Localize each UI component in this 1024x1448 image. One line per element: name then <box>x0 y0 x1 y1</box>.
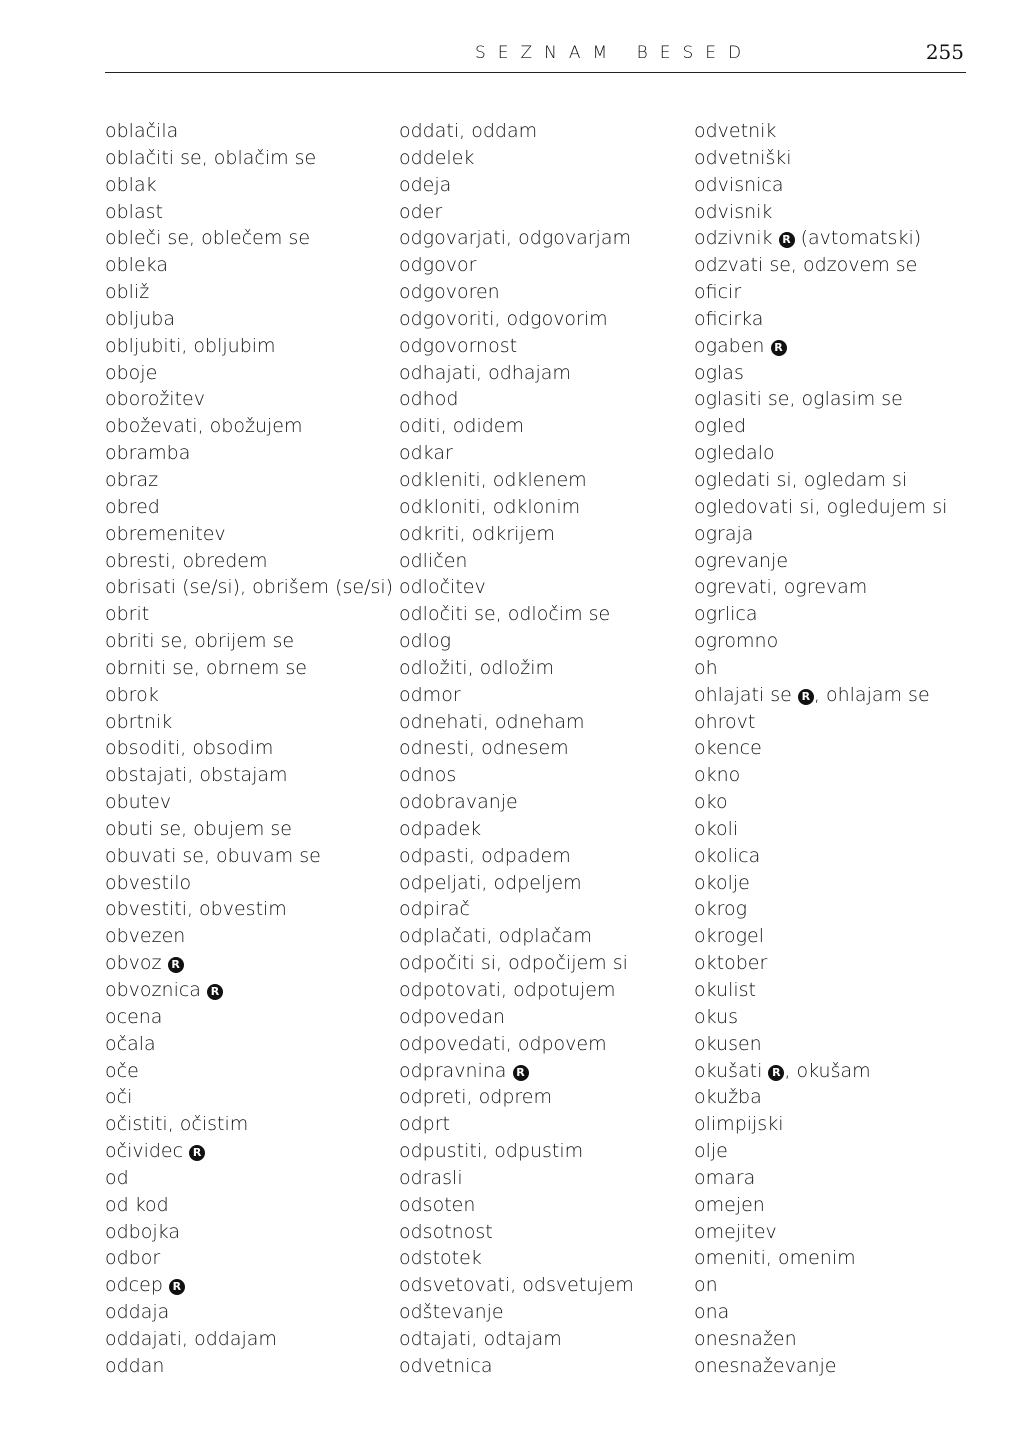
word-entry: ogled <box>694 415 747 438</box>
register-mark-icon: R <box>207 984 223 1000</box>
word-column-1 <box>105 118 393 1380</box>
word-entry: oficir <box>694 281 742 304</box>
word-entry: ocena <box>105 1005 163 1028</box>
word-entry: odvetnica <box>399 1354 493 1377</box>
word-entry: odpovedan <box>399 1005 506 1028</box>
register-mark-icon: R <box>513 1065 529 1081</box>
word-entry: okrog <box>694 898 748 921</box>
word-entry: oborožitev <box>105 388 205 411</box>
word-entry: omeniti, omenim <box>694 1247 856 1270</box>
word-entry: oglas <box>694 361 744 384</box>
word-entry: oh <box>694 656 718 679</box>
word-entry: okušati R , okušam <box>694 1059 871 1082</box>
word-entry: ogledati si, ogledam si <box>694 468 908 491</box>
word-column-2 <box>399 118 634 1380</box>
word-entry: obleka <box>105 254 168 277</box>
word-entry: od kod <box>105 1193 169 1216</box>
word-entry: obramba <box>105 442 191 465</box>
running-title: SEZNAM BESED <box>475 43 754 63</box>
word-entry: okužba <box>694 1086 762 1109</box>
page-number: 255 <box>925 40 964 64</box>
word-entry: obriti se, obrijem se <box>105 630 295 653</box>
word-entry: oktober <box>694 952 768 975</box>
word-entry: omejitev <box>694 1220 777 1243</box>
word-entry: obremenitev <box>105 522 226 545</box>
word-entry: obvezen <box>105 925 186 948</box>
word-entry: odprt <box>399 1113 451 1136</box>
word-entry: okence <box>694 737 762 760</box>
word-entry: ogledovati si, ogledujem si <box>694 495 948 518</box>
word-entry: ogrevanje <box>694 549 789 572</box>
word-entry: odkar <box>399 442 453 465</box>
word-entry: obutev <box>105 791 172 814</box>
word-entry: odplačati, odplačam <box>399 925 592 948</box>
word-entry: odlog <box>399 630 451 653</box>
word-entry: ona <box>694 1301 730 1324</box>
word-entry: odpustiti, odpustim <box>399 1140 584 1163</box>
word-entry: oddajati, oddajam <box>105 1327 277 1350</box>
word-entry: obleči se, oblečem se <box>105 227 311 250</box>
word-entry: odločiti se, odločim se <box>399 603 611 626</box>
word-entry: odvisnik <box>694 200 773 223</box>
word-entry: odpeljati, odpeljem <box>399 871 582 894</box>
word-entry: ogaben R <box>694 333 947 360</box>
word-entry: obrniti se, obrnem se <box>105 656 307 679</box>
word-entry: odštevanje <box>399 1301 504 1324</box>
word-entry: odeja <box>399 173 452 196</box>
word-entry: ohrovt <box>694 710 756 733</box>
word-entry: odhod <box>399 388 459 411</box>
word-entry: od <box>105 1166 129 1189</box>
word-entry: oblak <box>105 173 157 196</box>
register-mark-icon: R <box>779 232 795 248</box>
word-entry: obvestiti, obvestim <box>105 898 287 921</box>
word-entry: očala <box>105 1032 156 1055</box>
word-entry: obrit <box>105 603 150 626</box>
word-entry: on <box>694 1274 718 1297</box>
word-entry: odpotovati, odpotujem <box>399 979 616 1001</box>
word-entry: obvoznica R <box>105 977 393 1004</box>
word-entry: odgovornost <box>399 334 518 357</box>
word-entry: odložiti, odložim <box>399 656 554 679</box>
word-entry: ogledalo <box>694 442 775 465</box>
word-entry: okrogel <box>694 925 765 948</box>
word-entry: odgovoren <box>399 281 500 304</box>
word-entry: odnehati, odneham <box>399 710 585 733</box>
word-entry: oblast <box>105 200 163 223</box>
word-entry: odstotek <box>399 1247 482 1270</box>
word-entry: obrisati (se/si), obrišem (se/si) <box>105 576 394 599</box>
word-entry: olje <box>694 1140 728 1163</box>
word-entry: obred <box>105 495 160 518</box>
word-entry: odpovedati, odpovem <box>399 1032 607 1055</box>
word-entry: oblačila <box>105 120 179 142</box>
word-entry: obuvati se, obuvam se <box>105 844 321 867</box>
word-entry: onesnažen <box>694 1327 797 1350</box>
word-entry: odpravnina R <box>399 1058 634 1085</box>
word-entry: okusen <box>694 1032 762 1055</box>
word-entry: odpočiti si, odpočijem si <box>399 952 628 975</box>
word-entry: okno <box>694 764 741 787</box>
word-entry: odvetnik <box>694 120 777 142</box>
word-entry: odkloniti, odklonim <box>399 495 581 518</box>
word-entry: obraz <box>105 468 159 491</box>
word-entry: olimpijski <box>694 1113 784 1136</box>
word-entry: obvestilo <box>105 871 192 894</box>
word-entry: ogrevati, ogrevam <box>694 576 868 599</box>
register-mark-icon: R <box>798 689 814 705</box>
word-entry: obljubiti, obljubim <box>105 334 276 357</box>
word-entry: obuti se, obujem se <box>105 817 292 840</box>
word-entry: odnos <box>399 764 457 787</box>
word-entry: odpreti, odprem <box>399 1086 552 1109</box>
register-mark-icon: R <box>768 1065 784 1081</box>
word-entry: oče <box>105 1059 139 1082</box>
register-mark-icon: R <box>771 340 787 356</box>
word-entry: odločitev <box>399 576 486 599</box>
word-entry: očistiti, očistim <box>105 1113 249 1136</box>
word-entry: ogrlica <box>694 603 758 626</box>
word-entry: ograja <box>694 522 754 545</box>
word-entry: omara <box>694 1166 756 1189</box>
word-entry: obvoz R <box>105 950 393 977</box>
word-entry: obsoditi, obsodim <box>105 737 274 760</box>
word-entry: oder <box>399 200 443 223</box>
word-entry: odkleniti, odklenem <box>399 468 587 491</box>
word-entry: oddan <box>105 1354 165 1377</box>
word-entry: oddelek <box>399 146 475 169</box>
word-entry: odnesti, odnesem <box>399 737 569 760</box>
word-entry: odsoten <box>399 1193 476 1216</box>
word-entry: odbor <box>105 1247 161 1270</box>
word-entry: odgovarjati, odgovarjam <box>399 227 631 250</box>
word-entry: odgovoriti, odgovorim <box>399 307 608 330</box>
word-entry: obresti, obredem <box>105 549 268 572</box>
register-mark-icon: R <box>168 957 184 973</box>
word-entry: odličen <box>399 549 468 572</box>
word-entry: oddaja <box>105 1301 170 1324</box>
word-entry: odzivnik R (avtomatski) <box>694 227 922 250</box>
word-entry: odpadek <box>399 817 482 840</box>
word-entry: očividec R <box>105 1138 393 1165</box>
word-entry: oddati, oddam <box>399 120 538 142</box>
word-entry: ogromno <box>694 630 779 653</box>
word-entry: oboje <box>105 361 158 384</box>
word-entry: odobravanje <box>399 791 518 814</box>
word-entry: odsotnost <box>399 1220 493 1243</box>
word-entry: omejen <box>694 1193 765 1216</box>
word-entry: odmor <box>399 683 461 706</box>
word-entry: odvisnica <box>694 173 784 196</box>
word-entry: odpasti, odpadem <box>399 844 571 867</box>
word-entry: odgovor <box>399 254 477 277</box>
word-entry: oči <box>105 1086 133 1109</box>
word-column-3 <box>694 118 947 1380</box>
word-entry: odsvetovati, odsvetujem <box>399 1274 634 1297</box>
word-entry: obliž <box>105 281 150 304</box>
word-entry: odkriti, odkrijem <box>399 522 555 545</box>
word-entry: odzvati se, odzovem se <box>694 254 918 277</box>
word-entry: obstajati, obstajam <box>105 764 288 787</box>
word-entry: obrtnik <box>105 710 173 733</box>
word-entry: obrok <box>105 683 159 706</box>
word-entry: odtajati, odtajam <box>399 1327 562 1350</box>
word-entry: okolica <box>694 844 761 867</box>
word-entry: odbojka <box>105 1220 180 1243</box>
word-entry: odpirač <box>399 898 470 921</box>
register-mark-icon: R <box>169 1279 185 1295</box>
word-entry: oficirka <box>694 307 764 330</box>
running-header <box>105 36 966 73</box>
word-entry: oblačiti se, oblačim se <box>105 146 317 169</box>
word-entry: ohlajati se R , ohlajam se <box>694 683 930 706</box>
word-entry: odrasli <box>399 1166 463 1189</box>
word-entry: odvetniški <box>694 146 792 169</box>
word-entry: okolje <box>694 871 750 894</box>
word-entry: okulist <box>694 979 756 1001</box>
word-entry: odhajati, odhajam <box>399 361 571 384</box>
word-entry: oboževati, obožujem <box>105 415 303 438</box>
word-entry: onesnaževanje <box>694 1354 837 1377</box>
word-entry: okus <box>694 1005 738 1028</box>
word-entry: okoli <box>694 817 739 840</box>
word-entry: oglasiti se, oglasim se <box>694 388 903 411</box>
word-entry: oko <box>694 791 728 814</box>
register-mark-icon: R <box>189 1145 205 1161</box>
word-entry: oditi, odidem <box>399 415 524 438</box>
word-entry: obljuba <box>105 307 175 330</box>
word-entry: odcep R <box>105 1272 393 1299</box>
